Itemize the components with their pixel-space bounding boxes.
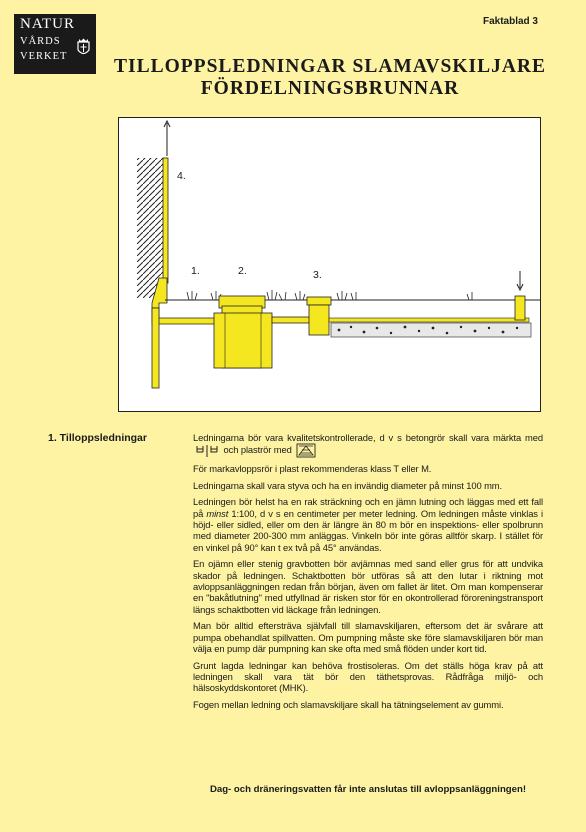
- inlet-pipe: [152, 308, 219, 324]
- paragraph: Man bör alltid eftersträva självfall till slamavskiljaren, eftersom det är svårare att pumpa obehandlat spillvatten. Om pumpning måste ske före slamavskiljaren bör man välja en pump där pumpning kan ske ofta med små flöden under kort tid.: [193, 620, 543, 655]
- concrete-pipe-mark-icon: [195, 444, 219, 458]
- logo-line-3: VERKET: [20, 51, 68, 62]
- paragraph: Grunt lagda ledningar kan behöva frostisoleras. Om det ställs höga krav på att ledningen skall vara tät bör den täthetsprovas. Rådfråga miljö- och hälsoskyddskontoret (MHK).: [193, 659, 543, 694]
- label-3: 3.: [313, 269, 322, 281]
- paragraph: Fogen mellan ledning och slamavskiljare skall ha tätningselement av gummi.: [193, 698, 504, 710]
- paragraph: Ledningen bör helst ha en rak sträckning och en jämn lutning och läggas med ett fall på minst 1:100, d v s en centimeter per meter ledning. Om ledningen måste vinklas i höjd- eller sidled, eller om den är längre än 80 m bör en inspektions- eller spolbrunn med diameter 200-300 mm anläggas. Vinkeln bör inte göras alltför skarp. I stället för en vinkel på 90° kan t ex två på 45° användas.: [193, 496, 543, 553]
- gravel-bed: [331, 323, 531, 337]
- section-body: [193, 432, 543, 715]
- crest-icon: [77, 38, 90, 57]
- distribution-well: [307, 297, 331, 335]
- label-2: 2.: [238, 265, 247, 277]
- final-warning: Dag- och dräneringsvatten får inte anslutas till avloppsanläggningen!: [209, 784, 527, 795]
- logo-line-1: NATUR: [20, 16, 76, 32]
- arrow-up-icon: [164, 121, 170, 156]
- section-heading: 1. Tilloppsledningar: [48, 432, 147, 444]
- naturvardsverket-logo: [14, 14, 96, 74]
- label-4: 4.: [177, 170, 186, 182]
- paragraph: Ledningarna skall vara styva och ha en invändig diameter på minst 100 mm.: [193, 479, 503, 491]
- septic-tank: [214, 296, 272, 368]
- arrow-down-icon: [517, 271, 523, 290]
- paragraph-text: och plaströr med: [223, 444, 292, 456]
- paragraph: [193, 432, 543, 458]
- page-title-line-2: FÖRDELNINGSBRUNNAR: [200, 78, 460, 99]
- fact-sheet-number: Faktablad 3: [482, 16, 538, 27]
- spreading-pipe: [329, 318, 529, 322]
- inspection-pipe: [515, 296, 525, 320]
- connecting-pipe: [272, 317, 311, 323]
- paragraph-text: Ledningarna bör vara kvalitetskontrollerade, d v s betongrör skall vara märkta med: [193, 432, 543, 443]
- vent-pipe: [163, 158, 168, 283]
- house-wall: [137, 158, 165, 298]
- paragraph: En ojämn eller stenig gravbotten bör avjämnas med sand eller grus för att undvika skador på ledningen. Schaktbotten bör utföras så att den lutar i riktning mot avloppsanläggningen redan från början, även om fallet är litet. Om man kompenserar en "bakåtlutning" med utfyllnad är risken stor för en okontrollerad föroreningstransport längs schaktbotten vid läckage från ledningen.: [193, 558, 543, 615]
- paragraph: För markavloppsrör i plast rekommenderas klass T eller M.: [193, 463, 432, 475]
- page-title-line-1: TILLOPPSLEDNINGAR SLAMAVSKILJARE: [113, 56, 547, 77]
- system-diagram: [118, 117, 541, 412]
- logo-line-2: VÅRDS: [20, 36, 61, 47]
- label-1: 1.: [191, 265, 200, 277]
- plastic-pipe-mark-icon: [296, 443, 316, 458]
